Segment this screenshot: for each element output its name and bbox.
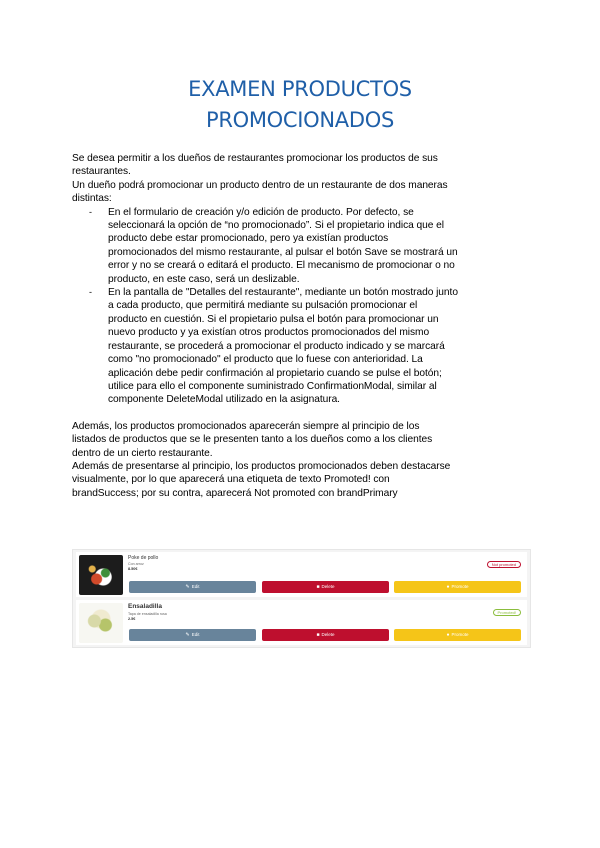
- methods-list: [72, 206, 532, 407]
- trash-icon: ■: [316, 632, 320, 638]
- promote-button-label: Promote: [451, 584, 469, 589]
- product-description: Con arroz: [128, 562, 144, 566]
- edit-button-label: Edit: [191, 632, 200, 637]
- second-paragraph: Además, los productos promocionados aparecerán siempre al principio de los listados de productos que se le presenten tanto a los dueños como a los clientes dentro de un cierto restaurante. Además de presentarse al principio, los productos promocionados deben destacarse visualmente, por lo que aparecerá una etiqueta de texto Promoted! con brandSuccess; por su contra, aparecerá Not promoted con brandPrimary: [72, 420, 451, 499]
- product-image: [79, 603, 123, 643]
- title-line-2: PROMOCIONADOS: [205, 108, 395, 132]
- delete-button[interactable]: [262, 629, 389, 641]
- product-image: [79, 555, 123, 595]
- product-description: Tapa de ensaladilla rusa: [128, 612, 167, 616]
- pencil-icon: ✎: [185, 632, 190, 638]
- product-name: Poke de pollo: [128, 555, 159, 561]
- circle-icon: ●: [446, 632, 450, 638]
- promote-button-label: Promote: [451, 632, 469, 637]
- promote-button[interactable]: [394, 629, 521, 641]
- edit-button-label: Edit: [191, 584, 200, 589]
- product-price: 8.50€: [128, 567, 138, 571]
- delete-button-label: Delete: [321, 584, 335, 589]
- not-promoted-badge: Not promoted: [487, 561, 521, 568]
- list-item: - En la pantalla de "Detalles del restaurante", mediante un botón mostrado junto a cada producto, que permitirá mediante su pulsación promocionar el producto en cuestión. Si el propietario pulsa el botón para promocionar un nuevo producto y ya existían otros productos promocionados del mismo restaurante, se procederá a promocionar el producto indicado y se marcará como "no promocionado" el producto que lo fuese con anterioridad. La aplicación debe pedir confirmación al propietario cuando se pulse el botón; utilice para ello el componente suministrado ConfirmationModal, similar al componente DeleteModal utilizado en la asignatura.: [89, 287, 458, 406]
- delete-button[interactable]: [262, 581, 389, 593]
- list-item: - En el formulario de creación y/o edición de producto. Por defecto, se seleccionará la opción de “no promocionado”. Si el propietario indica que el producto debe estar promocionado, pero ya existían productos promocionados del mismo restaurante, al pulsar el botón Save se mostrará un error y no se creará o editará el producto. El mecanismo de promocionar o no producto, en este caso, será un deslizable.: [89, 206, 458, 285]
- promoted-badge: Promoted!: [493, 609, 521, 616]
- product-price: 2.5€: [128, 617, 136, 621]
- product-name: Ensaladilla: [128, 603, 162, 610]
- document-title: [0, 74, 600, 136]
- trash-icon: ■: [316, 584, 320, 590]
- paragraph-gap: [72, 407, 532, 420]
- promote-button[interactable]: [394, 581, 521, 593]
- app-screenshot: [72, 549, 531, 648]
- circle-icon: ●: [446, 584, 450, 590]
- bullet-dash: -: [89, 287, 92, 298]
- product-card: [76, 600, 527, 645]
- edit-button[interactable]: [129, 581, 256, 593]
- title-line-1: EXAMEN PRODUCTOS: [188, 77, 412, 101]
- product-card: [76, 552, 527, 597]
- document-body: [72, 152, 532, 500]
- edit-button[interactable]: [129, 629, 256, 641]
- bullet-dash: -: [89, 206, 92, 217]
- intro-paragraph: Se desea permitir a los dueños de restaurantes promocionar los productos de sus restaurantes. Un dueño podrá promocionar un producto dentro de un restaurante de dos maneras distintas:: [72, 153, 448, 205]
- pencil-icon: ✎: [185, 584, 190, 590]
- delete-button-label: Delete: [321, 632, 335, 637]
